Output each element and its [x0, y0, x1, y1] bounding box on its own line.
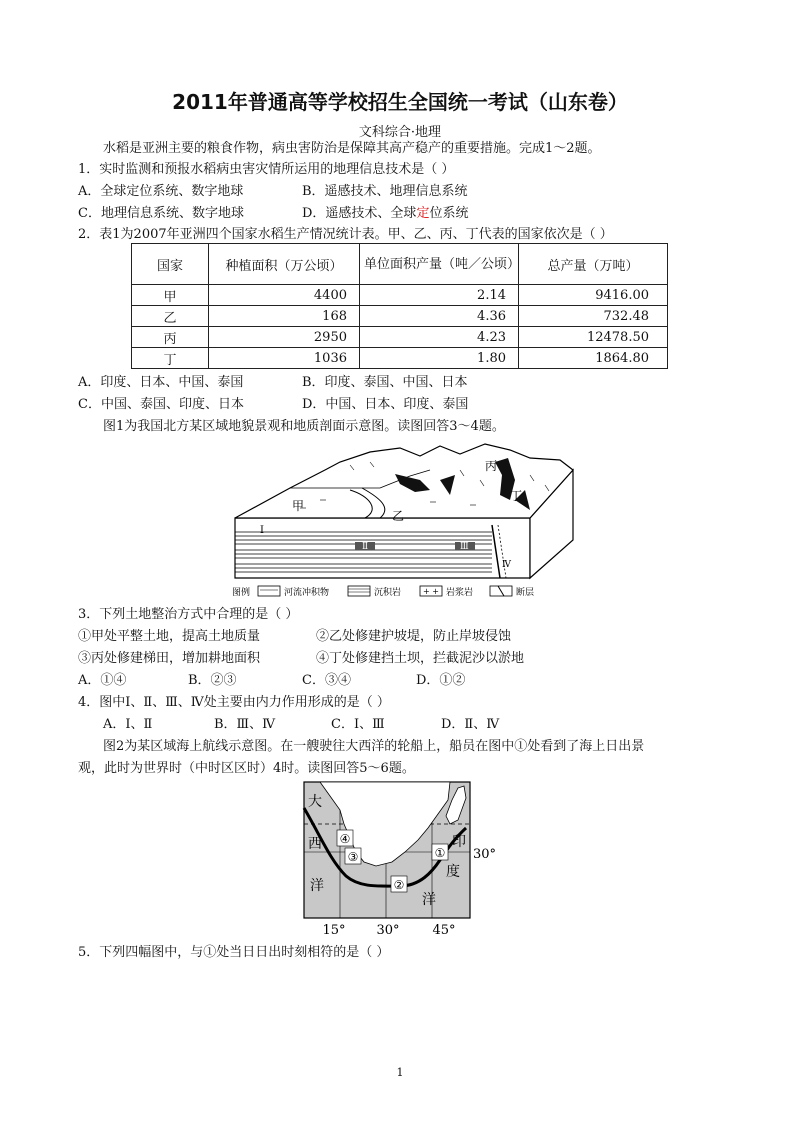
q2-option-d: D．中国、日本、印度、泰国	[302, 397, 469, 412]
table-cell: 2.14	[360, 285, 519, 306]
legend-fault: 断层	[516, 588, 535, 598]
q4-option-c: C．Ⅰ、Ⅲ	[331, 717, 385, 732]
q3-option-a: A．①④	[78, 673, 127, 688]
fig2-lat-label: 30°	[473, 847, 497, 862]
q4-stem: 4．图中Ⅰ、Ⅱ、Ⅲ、Ⅳ处主要由内力作用形成的是（ ）	[78, 695, 390, 710]
legend-alluvium: 河流冲积物	[284, 588, 330, 598]
table-cell: 732.48	[519, 306, 668, 327]
q3-stem: 3．下列土地整治方式中合理的是（ ）	[78, 607, 299, 622]
table-header: 总产量（万吨）	[519, 244, 668, 285]
fig1-label-i: Ⅰ	[260, 525, 264, 536]
table-cell: 1864.80	[519, 348, 668, 369]
table-row	[132, 327, 668, 348]
fig2-lon-label: 30°	[376, 923, 400, 938]
fig2-ocean-right-2: 度	[446, 864, 460, 880]
table-cell: 4.36	[360, 306, 519, 327]
table-cell: 1.80	[360, 348, 519, 369]
legend-igneous: 岩浆岩	[446, 588, 474, 598]
table-cell: 4400	[209, 285, 360, 306]
fig1-label-iv: Ⅳ	[502, 560, 511, 570]
page-number: 1	[396, 1066, 404, 1079]
table-cell: 4.23	[360, 327, 519, 348]
table-header: 种植面积（万公顷）	[209, 244, 360, 285]
table-cell: 9416.00	[519, 285, 668, 306]
q2-option-a: A．印度、日本、中国、泰国	[78, 375, 244, 390]
q3-statement-3: ③丙处修建梯田，增加耕地面积	[78, 651, 261, 666]
landform-block-diagram	[230, 440, 580, 600]
q3-statement-2: ②乙处修建护坡堤，防止岸坡侵蚀	[316, 629, 512, 644]
q3-statement-1: ①甲处平整土地，提高土地质量	[78, 629, 261, 644]
q2-option-b: B．印度、泰国、中国、日本	[302, 375, 468, 390]
fig1-label-ding: 丁	[510, 489, 523, 503]
rice-production-table	[131, 243, 668, 369]
table-cell: 甲	[132, 285, 209, 306]
fig2-point-3: ③	[347, 850, 359, 864]
intro-paragraph-3-cont: 观，此时为世界时（中时区区时）4时。读图回答5～6题。	[78, 761, 415, 776]
table-header: 单位面积产量（吨／公顷）	[360, 244, 519, 285]
q4-option-b: B．Ⅲ、Ⅳ	[214, 717, 276, 732]
q4-option-d: D．Ⅱ、Ⅳ	[441, 717, 500, 732]
fig2-point-2: ②	[393, 878, 405, 892]
q1-option-c: C．地理信息系统、数字地球	[78, 206, 244, 221]
q1-option-b: B．遥感技术、地理信息系统	[302, 184, 468, 199]
fig2-ocean-left-2: 西	[308, 836, 322, 852]
table-cell: 12478.50	[519, 327, 668, 348]
fig2-point-1: ①	[434, 846, 446, 860]
q1-stem: 1．实时监测和预报水稻病虫害灾情所运用的地理信息技术是（ ）	[78, 162, 455, 177]
fig2-lon-label: 15°	[322, 923, 346, 938]
fig1-legend-title: 图例	[232, 588, 251, 598]
table-header-row	[132, 244, 668, 285]
fig2-point-4: ④	[339, 832, 351, 846]
table-cell: 乙	[132, 306, 209, 327]
fig1-label-bing: 丙	[485, 459, 498, 473]
q2-stem: 2．表1为2007年亚洲四个国家水稻生产情况统计表。甲、乙、丙、丁代表的国家依次是（ ）	[78, 227, 613, 242]
table-cell: 丙	[132, 327, 209, 348]
q2-option-c: C．中国、泰国、印度、日本	[78, 397, 244, 412]
svg-text:+ +: + +	[423, 587, 439, 596]
q4-option-a: A．Ⅰ、Ⅱ	[103, 717, 153, 732]
fig2-lon-label: 45°	[432, 923, 456, 938]
q1-option-a: A．全球定位系统、数字地球	[78, 184, 244, 199]
fig2-ocean-right-3: 洋	[422, 892, 436, 908]
intro-paragraph-1: 水稻是亚洲主要的粮食作物，病虫害防治是保障其高产稳产的重要措施。完成1～2题。	[103, 141, 601, 156]
table-row	[132, 306, 668, 327]
page-subtitle: 文科综合·地理	[358, 125, 442, 140]
fig2-ocean-left-3: 洋	[310, 878, 324, 894]
q5-stem: 5．下列四幅图中，与①处当日日出时刻相符的是（ ）	[78, 945, 390, 960]
q3-option-b: B．②③	[188, 673, 237, 688]
table-header: 国家	[132, 244, 209, 285]
table-cell: 2950	[209, 327, 360, 348]
table-row	[132, 348, 668, 369]
shipping-route-map	[300, 780, 516, 940]
q1-option-d: D．遥感技术、全球定位系统	[302, 206, 469, 221]
table-cell: 1036	[209, 348, 360, 369]
table-row	[132, 285, 668, 306]
intro-paragraph-2: 图1为我国北方某区域地貌景观和地质剖面示意图。读图回答3～4题。	[103, 419, 505, 434]
q3-option-c: C．③④	[302, 673, 351, 688]
fig2-ocean-left-1: 大	[308, 794, 322, 810]
q3-statement-4: ④丁处修建挡土坝，拦截泥沙以淤地	[316, 651, 525, 666]
fig2-ocean-right-1: 印	[452, 834, 466, 850]
table-cell: 168	[209, 306, 360, 327]
q3-option-d: D．①②	[416, 673, 466, 688]
intro-paragraph-3: 图2为某区域海上航线示意图。在一艘驶往大西洋的轮船上，船员在图中①处看到了海上日出景	[103, 739, 645, 754]
fig1-label-yi: 乙	[392, 509, 405, 523]
legend-sedimentary: 沉积岩	[374, 588, 402, 598]
fig1-label-jia: 甲	[292, 499, 305, 513]
page-title: 2011年普通高等学校招生全国统一考试（山东卷）	[172, 90, 628, 114]
table-cell: 丁	[132, 348, 209, 369]
fig1-label-iii: Ⅲ	[460, 542, 469, 552]
fig1-label-ii: Ⅱ	[362, 542, 369, 552]
